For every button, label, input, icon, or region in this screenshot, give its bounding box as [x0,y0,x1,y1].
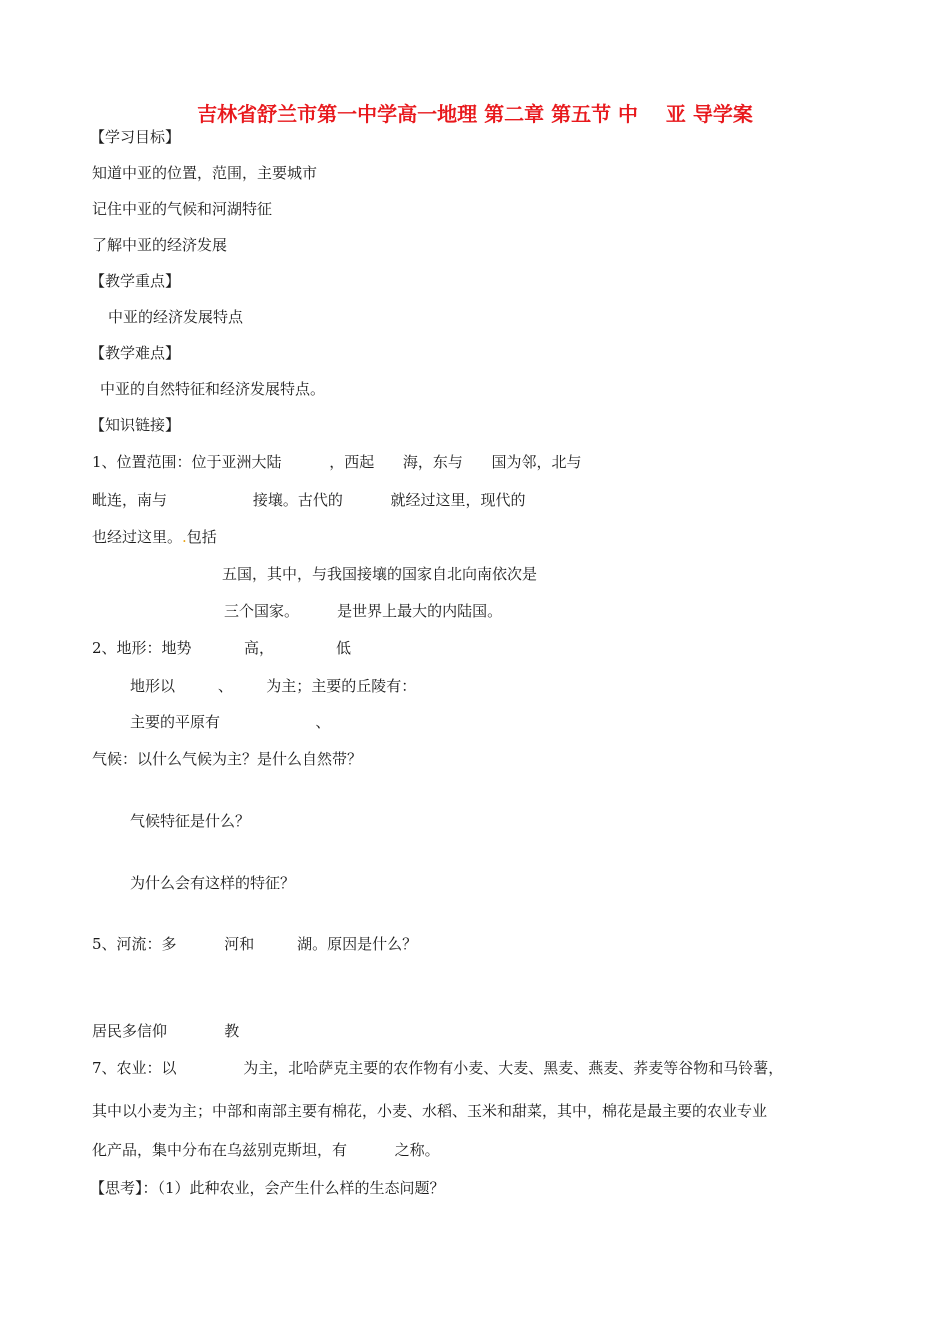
section-heading-difficulties: 【教学难点】 [90,344,181,362]
objective-item: 记住中亚的气候和河湖特征 [92,200,273,218]
terrain-line-3: 主要的平原有 、 [130,713,331,731]
think-question: 【思考】：（1）此种农业，会产生什么样的生态问题？ [90,1179,445,1197]
mark-dot: . [182,528,187,546]
terrain-line-2: 地形以 、 为主；主要的丘陵有： [130,677,417,695]
religion-line: 居民多信仰 教 [92,1022,240,1040]
location-line-1: 1、位置范围：位于亚洲大陆 ，西起 海，东与 国为邻，北与 [92,453,582,471]
climate-question-3: 为什么会有这样的特征？ [130,874,296,892]
key-point-text: 中亚的经济发展特点 [108,308,244,326]
objective-item: 知道中亚的位置，范围，主要城市 [92,164,318,182]
location-line-2: 毗连，南与 接壤。古代的 就经过这里，现代的 [92,491,526,509]
agriculture-line-1: 7、农业：以 为主，北哈萨克主要的农作物有小麦、大麦、黑麦、燕麦、荞麦等谷物和马铃薯， [92,1059,784,1077]
section-heading-knowledge: 【知识链接】 [90,416,181,434]
difficulty-text: 中亚的自然特征和经济发展特点。 [100,380,326,398]
section-heading-objectives: 【学习目标】 [90,128,181,146]
location-line-3: 也经过这里。.包括 [92,528,217,546]
terrain-line-1: 2、地形：地势 高， 低 [92,639,351,657]
climate-question-1: 气候：以什么气候为主？是什么自然带？ [92,750,363,768]
location-line-5: 三个国家。 是世界上最大的内陆国。 [224,602,503,620]
page-title: 吉林省舒兰市第一中学高一地理 第二章 第五节 中 亚 导学案 [197,102,753,126]
objective-item: 了解中亚的经济发展 [92,236,228,254]
climate-question-2: 气候特征是什么？ [130,812,251,830]
river-line: 5、河流：多 河和 湖。原因是什么？ [92,935,418,953]
section-heading-key-points: 【教学重点】 [90,272,181,290]
agriculture-line-2: 其中以小麦为主；中部和南部主要有棉花，小麦、水稻、玉米和甜菜，其中，棉花是最主要的农业专业 [92,1102,768,1120]
location-line-4: 五国，其中，与我国接壤的国家自北向南依次是 [222,565,538,583]
agriculture-line-3: 化产品，集中分布在乌兹别克斯坦，有 之称。 [92,1141,440,1159]
